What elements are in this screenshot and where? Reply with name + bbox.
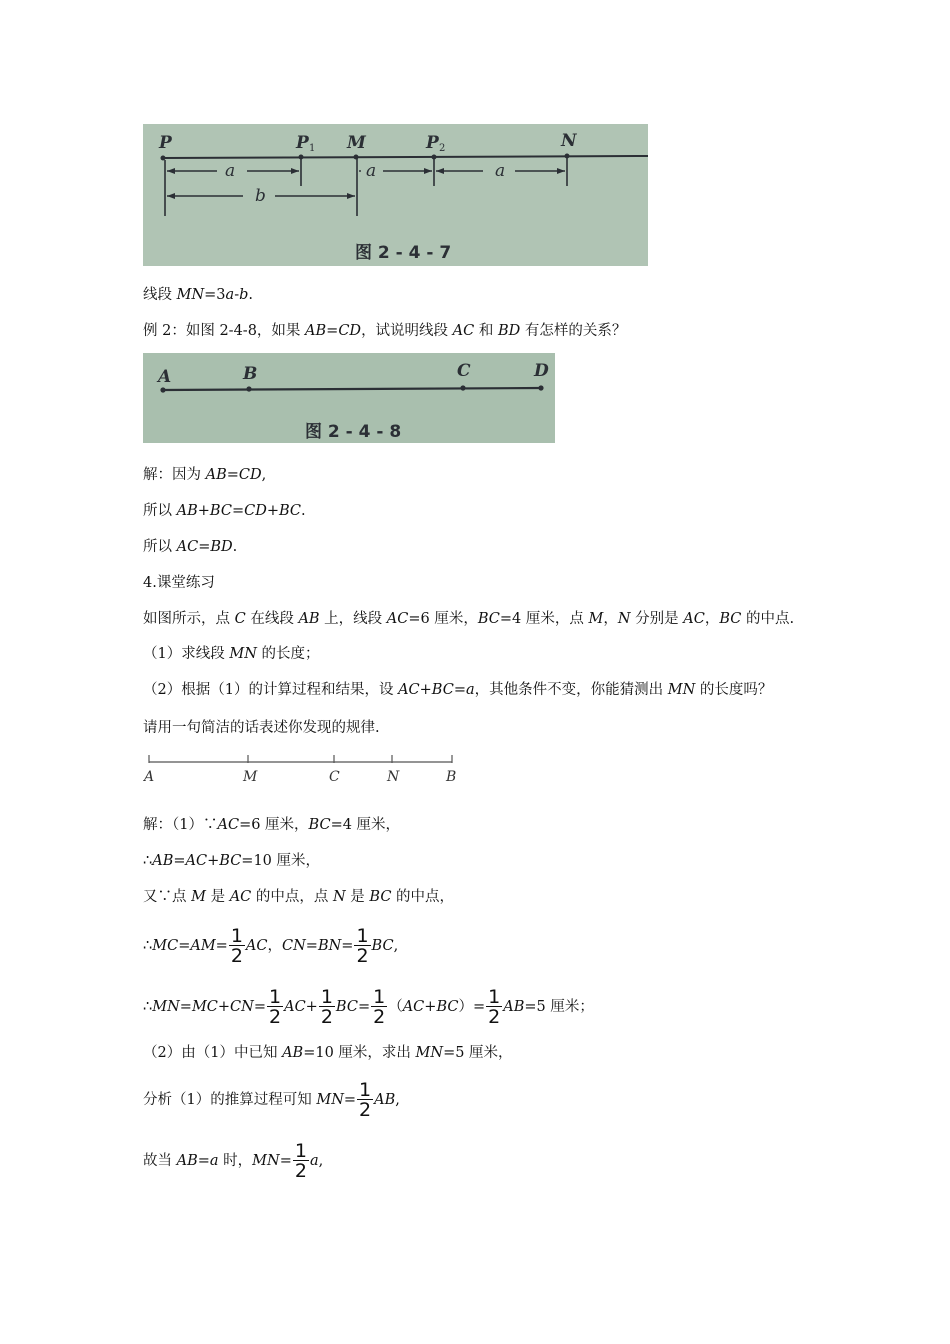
fraction-one-half: $\frac{1}{2}$ — [373, 985, 386, 1028]
solution2-line1: 解：因为 AB=CD, — [143, 467, 267, 483]
fraction-one-half: $\frac{1}{2}$ — [269, 985, 282, 1028]
example-2-question: 例 2：如图 2-4-8，如果 AB=CD，试说明线段 AC 和 BD 有怎样的关系？ — [143, 323, 627, 339]
fig248-label-b: B — [243, 364, 258, 384]
problem-question-3: 请用一句简洁的话表述你发现的规律. — [143, 720, 380, 736]
segment-label-a: A — [144, 769, 155, 785]
solution2-line3: 所以 AC=BD. — [143, 539, 238, 555]
fig247-label-n: N — [561, 131, 577, 151]
fig247-label-a2: a — [366, 161, 377, 181]
solution-step-7: 分析（1）的推算过程可知 MN= $\frac{1}{2}$ AB, — [143, 1078, 400, 1121]
fig247-label-m: M — [347, 133, 366, 153]
fig247-label-p2-sub: 2 — [439, 143, 446, 154]
fig247-label-a3: a — [495, 161, 506, 181]
figure-2-4-7 — [143, 124, 648, 266]
figure-2-4-8 — [143, 353, 555, 443]
solution2-line2: 所以 AB+BC=CD+BC. — [143, 503, 306, 519]
fig248-label-a: A — [158, 367, 172, 387]
fig247-label-a1: a — [225, 161, 236, 181]
problem-question-1: （1）求线段 MN 的长度； — [143, 646, 320, 662]
fraction-one-half: $\frac{1}{2}$ — [294, 1139, 307, 1182]
fig248-label-c: C — [457, 361, 471, 381]
solution-step-3: 又∵点 M 是 AC 的中点，点 N 是 BC 的中点， — [143, 889, 455, 905]
fig248-caption: 图 2 - 4 - 8 — [305, 422, 402, 442]
mn-result-line: 线段 MN=3a-b. — [143, 287, 253, 303]
fraction-one-half: $\frac{1}{2}$ — [320, 985, 333, 1028]
fig248-label-d: D — [534, 361, 549, 381]
solution-step-4: ∴MC=AM= $\frac{1}{2}$ AC，CN=BN= $\frac{1}{2}$ BC, — [143, 924, 399, 967]
segment-label-m: M — [243, 769, 258, 785]
problem-intro: 如图所示，点 C 在线段 AB 上，线段 AC=6 厘米，BC=4 厘米，点 M，N 分别是 AC，BC 的中点. — [143, 611, 795, 627]
segment-label-c: C — [329, 769, 340, 785]
solution-step-2: ∴AB=AC+BC=10 厘米， — [143, 853, 321, 869]
solution-step-1: 解：（1）∵AC=6 厘米，BC=4 厘米， — [143, 817, 401, 833]
solution-step-5: ∴MN=MC+CN= $\frac{1}{2}$ AC+ $\frac{1}{2}$ BC= $\frac{1}{2}$ （AC+BC）= $\frac{1}{2}$ AB=5 厘米； — [143, 985, 594, 1028]
solution-step-6: （2）由（1）中已知 AB=10 厘米，求出 MN=5 厘米， — [143, 1045, 513, 1061]
fig247-label-p1: P — [296, 133, 309, 153]
problem-question-2: （2）根据（1）的计算过程和结果，设 AC+BC=a，其他条件不变，你能猜测出 MN 的长度吗？ — [143, 682, 773, 698]
fig247-label-p: P — [159, 133, 172, 153]
segment-figure — [143, 752, 463, 786]
fig247-label-b: b — [255, 186, 266, 206]
fraction-one-half: $\frac{1}{2}$ — [488, 985, 501, 1028]
section-heading: 4.课堂练习 — [143, 575, 215, 591]
segment-label-n: N — [387, 769, 400, 785]
fraction-one-half: $\frac{1}{2}$ — [356, 924, 369, 967]
fig247-label-p2: P — [426, 133, 439, 153]
fraction-one-half: $\frac{1}{2}$ — [359, 1078, 372, 1121]
fraction-one-half: $\frac{1}{2}$ — [230, 924, 243, 967]
segment-label-b: B — [446, 769, 457, 785]
fig247-caption: 图 2 - 4 - 7 — [355, 243, 452, 263]
fig247-label-p1-sub: 1 — [309, 143, 316, 154]
solution-step-8: 故当 AB=a 时，MN= $\frac{1}{2}$ a, — [143, 1139, 324, 1182]
